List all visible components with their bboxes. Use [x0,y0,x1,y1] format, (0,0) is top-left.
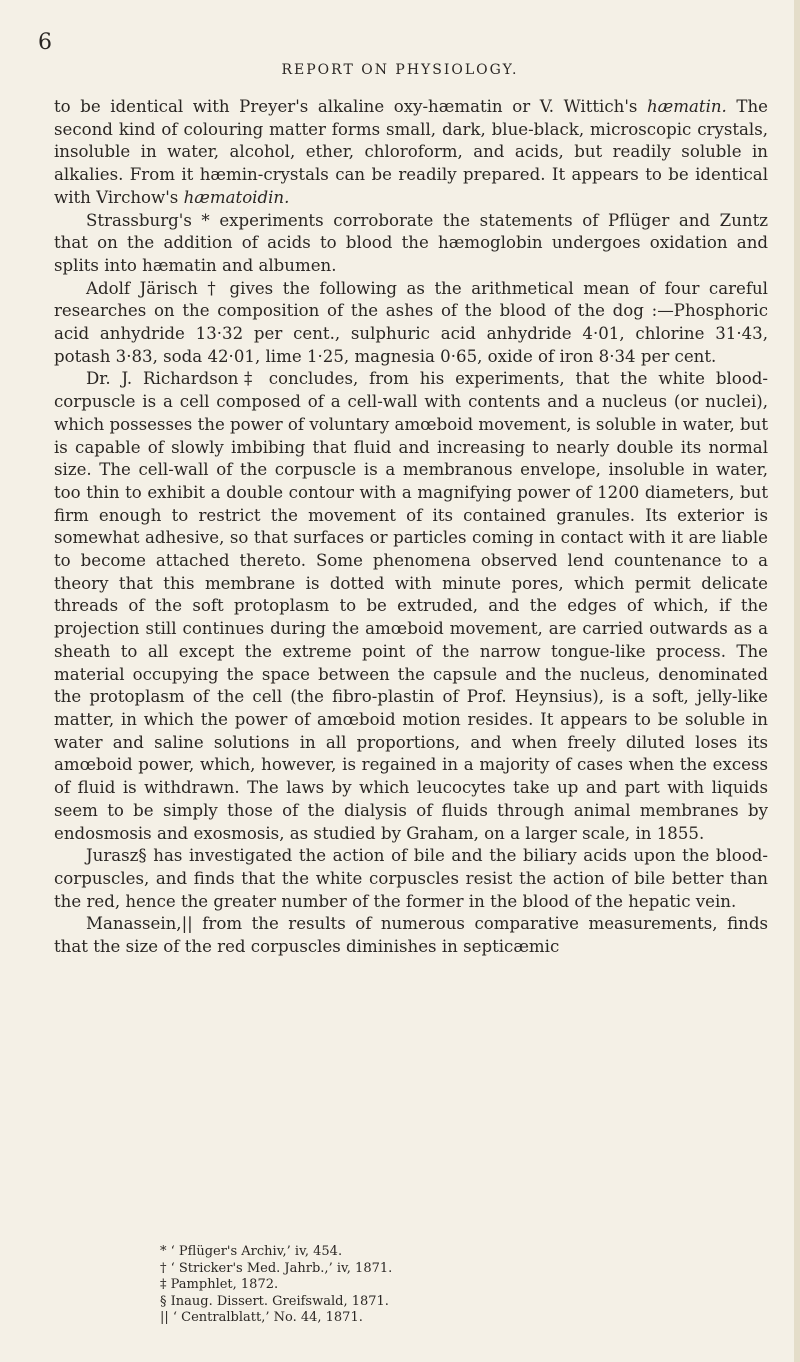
text-run: Manassein,|| from the results of numerous comparative measurements, finds that the size of the red corpuscles diminishes in septicæmic [54,914,768,957]
paragraph [54,278,768,369]
footnote: || ‘ Centralblatt,’ No. 44, 1871. [160,1310,363,1326]
footnote: ‡ Pamphlet, 1872. [160,1277,279,1293]
text-run: Adolf Järisch † gives the following as the arithmetical mean of four careful researches on the composition of the ashes of the blood of the dog :—Phosphoric acid anhydride 13·32 per cent., sulphuric acid anhydride 4·01, chlorine 31·43, potash 3·83, soda 42·01, lime 1·25, magnesia 0·65, oxide of iron 8·34 per cent. [54,278,768,366]
paragraph [54,845,768,913]
text-run: Jurasz§ has investigated the action of bile and the biliary acids upon the blood-corpuscles, and finds that the white corpuscles resist the action of bile better than the red, hence the greater number of the former in the blood of the hepatic vein. [54,846,768,911]
text-run: to be identical with Preyer's alkaline oxy-hæmatin or V. Wittich's [54,97,647,116]
page-edge-shadow [794,0,800,1362]
body-text [54,96,768,959]
italic-term: hæmatoidin. [183,187,290,207]
italic-term: hæmatin. [646,97,727,116]
paragraph [54,368,768,845]
footnotes [160,1244,680,1327]
text-run: Strassburg's * experiments corroborate the statements of Pflüger and Zuntz that on the addition of acids to blood the hæmoglobin undergoes oxidation and splits into hæmatin and albumen. [54,210,768,275]
text-run: The second kind of colouring matter forms small, dark, blue-black, microscopic crystals, insoluble in water, alcohol, ether, chloroform, and acids, but readily soluble in alkalies. From it hæmin-crystals can be readily prepared. It appears to be identical with Virchow's [54,97,768,207]
footnote: § Inaug. Dissert. Greifswald, 1871. [160,1293,389,1309]
paragraph [54,210,768,278]
footnote: * ‘ Pflüger's Archiv,’ iv, 454. [160,1244,343,1259]
text-run: Dr. J. Richardson‡ concludes, from his experiments, that the white blood-corpuscle is a cell composed of a cell-wall with contents and a nucleus (or nuclei), which possesses the power of voluntary amœboid movement, is soluble in water, but is capable of slowly imbibing that fluid and increasing to nearly double its normal size. The cell-wall of the corpuscle is a membranous envelope, insoluble in water, too thin to exhibit a double contour with a magnifying power of 1200 diameters, but firm enough to restrict the movement of its contained granules. Its exterior is somewhat adhesive, so that surfaces or particles coming in contact with it are liable to become attached thereto. Some phenomena observed lend countenance to a theory that this membrane is dotted with minute pores, which permit delicate threads of the soft protoplasm to be extruded, and the edges of which, if the projection still continues during the amœboid movement, are carried outwards as a sheath to all except the extreme point of the narrow tongue-like process. The material occupying the space between the capsule and the nucleus, denominated the protoplasm of the cell (the fibro-plastin of Prof. Heynsius), is a soft, jelly-like matter, in which the power of amœboid motion resides. It appears to be soluble in water and saline solutions in all proportions, and when freely diluted loses its amœboid power, which, however, is regained in a majority of cases when the excess of fluid is withdrawn. The laws by which leucocytes take up and part with liquids seem to be simply those of the dialysis of fluids through animal membranes by endosmosis and exosmosis, as studied by Graham, on a larger scale, in 1855. [54,369,768,843]
paragraph [54,96,768,210]
running-title: REPORT ON PHYSIOLOGY. [281,62,519,78]
footnote: † ‘ Stricker's Med. Jahrb.,’ iv, 1871. [160,1260,393,1276]
paragraph [54,913,768,958]
page-number: 6 [38,30,52,55]
